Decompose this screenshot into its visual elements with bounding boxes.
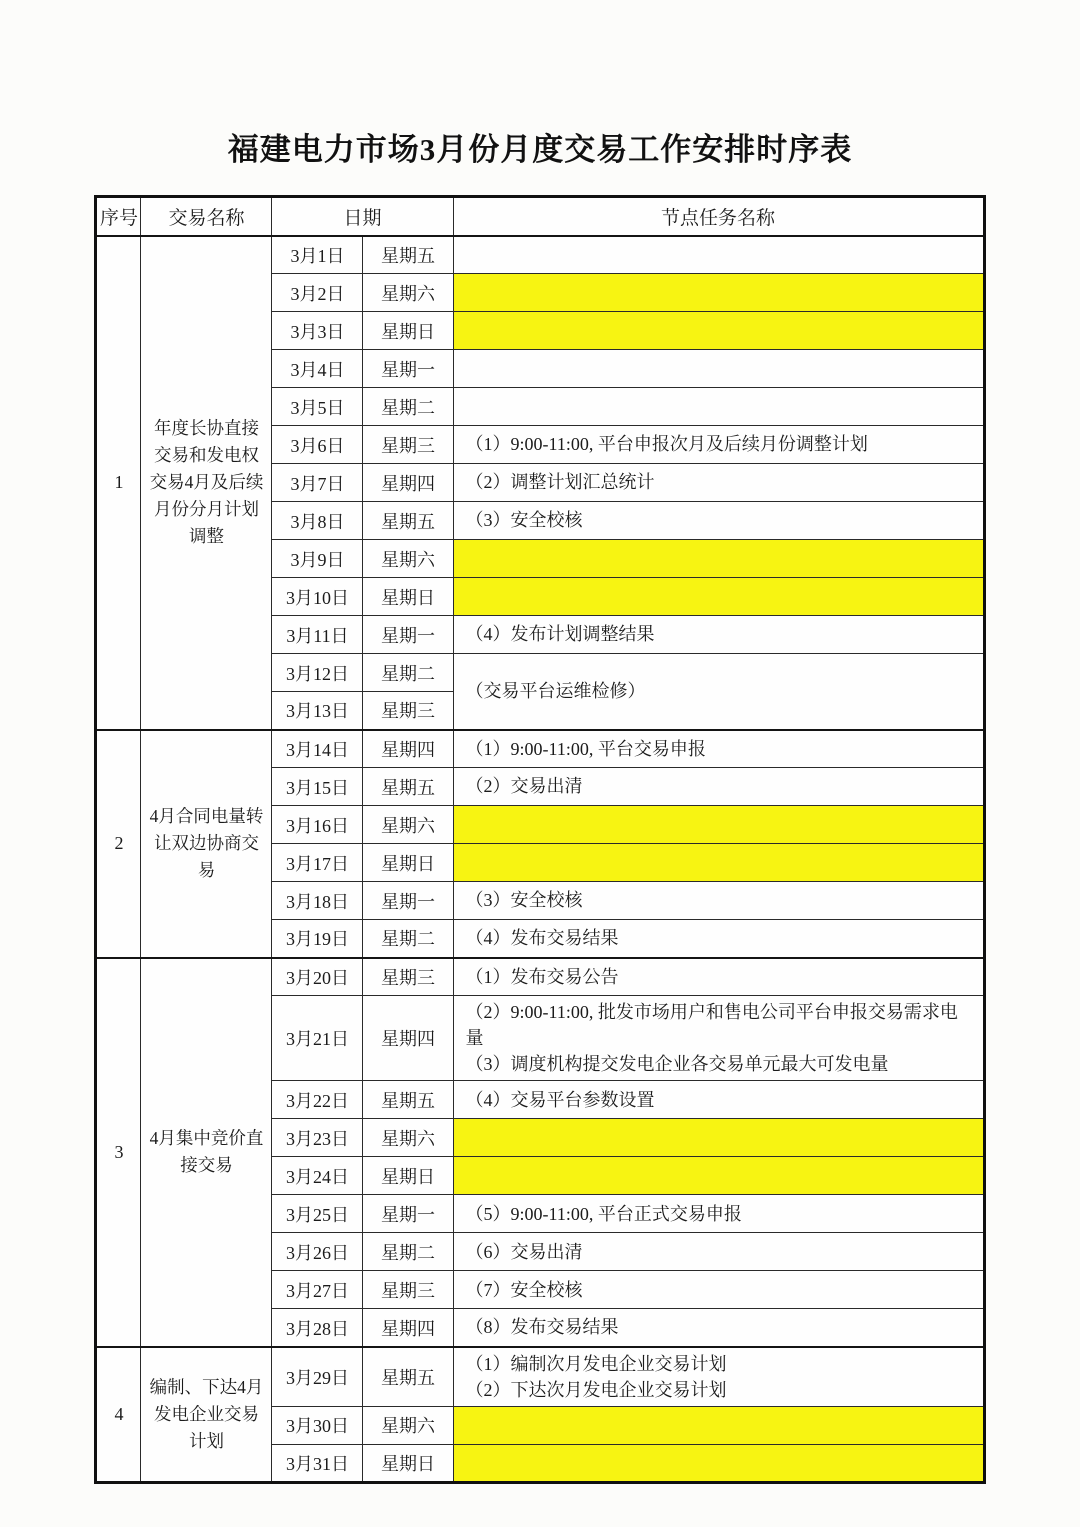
weekday-cell: 星期六 — [363, 274, 453, 312]
transaction-name-cell: 年度长协直接交易和发电权交易4月及后续月份分月计划调整 — [141, 236, 272, 730]
date-cell: 3月9日 — [272, 540, 363, 578]
date-cell: 3月11日 — [272, 616, 363, 654]
weekday-cell: 星期日 — [363, 844, 453, 882]
task-line: （2）交易出清 — [465, 776, 583, 797]
date-cell: 3月2日 — [272, 274, 363, 312]
task-line: （1）编制次月发电企业交易计划 — [465, 1353, 727, 1374]
task-cell — [453, 1271, 984, 1309]
date-cell: 3月21日 — [272, 996, 363, 1081]
date-cell: 3月7日 — [272, 464, 363, 502]
date-cell: 3月16日 — [272, 806, 363, 844]
task-line: （2）下达次月发电企业交易计划 — [465, 1379, 727, 1400]
weekday-cell: 星期日 — [363, 312, 453, 350]
transaction-name-cell: 4月合同电量转让双边协商交易 — [141, 730, 272, 958]
task-line: （4）发布交易结果 — [465, 928, 619, 949]
task-line: （1）9:00-11:00, 平台交易申报 — [465, 738, 706, 759]
weekday-cell: 星期五 — [363, 236, 453, 274]
row-index-cell: 2 — [96, 730, 141, 958]
weekday-cell: 星期四 — [363, 730, 453, 768]
task-cell — [453, 1406, 984, 1444]
weekday-cell: 星期五 — [363, 502, 453, 540]
task-line: （3）安全校核 — [465, 510, 583, 531]
weekday-cell: 星期四 — [363, 996, 453, 1081]
header-task: 节点任务名称 — [453, 197, 984, 236]
date-cell: 3月23日 — [272, 1119, 363, 1157]
page-title: 福建电力市场3月份月度交易工作安排时序表 — [227, 132, 853, 167]
weekday-cell: 星期一 — [363, 616, 453, 654]
date-cell: 3月18日 — [272, 882, 363, 920]
date-cell: 3月13日 — [272, 692, 363, 730]
weekday-cell: 星期五 — [363, 1347, 453, 1407]
task-cell — [453, 806, 984, 844]
task-cell — [453, 1309, 984, 1347]
task-line: （4）交易平台参数设置 — [465, 1089, 655, 1110]
task-cell — [453, 426, 984, 464]
date-cell: 3月28日 — [272, 1309, 363, 1347]
table-row — [96, 236, 984, 274]
task-cell — [453, 1081, 984, 1119]
weekday-cell: 星期日 — [363, 578, 453, 616]
weekday-cell: 星期三 — [363, 1271, 453, 1309]
weekday-cell: 星期日 — [363, 1444, 453, 1482]
task-line: （7）安全校核 — [465, 1279, 583, 1300]
task-line: （3）调度机构提交发电企业各交易单元最大可发电量 — [465, 1054, 889, 1075]
task-line: （1）发布交易公告 — [465, 966, 619, 987]
task-line: （8）发布交易结果 — [465, 1317, 619, 1338]
task-cell — [453, 1233, 984, 1271]
weekday-cell: 星期二 — [363, 654, 453, 692]
table-row — [96, 958, 984, 996]
task-line: （1）9:00-11:00, 平台申报次月及后续月份调整计划 — [465, 434, 868, 455]
date-cell: 3月6日 — [272, 426, 363, 464]
task-cell — [453, 578, 984, 616]
task-cell — [453, 768, 984, 806]
header-index: 序号 — [96, 197, 141, 236]
task-cell — [453, 464, 984, 502]
transaction-name-cell: 编制、下达4月发电企业交易计划 — [141, 1347, 272, 1483]
weekday-cell: 星期六 — [363, 1119, 453, 1157]
task-cell — [453, 654, 984, 730]
date-cell: 3月3日 — [272, 312, 363, 350]
task-cell — [453, 350, 984, 388]
header-name: 交易名称 — [141, 197, 272, 236]
date-cell: 3月4日 — [272, 350, 363, 388]
weekday-cell: 星期二 — [363, 1233, 453, 1271]
transaction-name-cell: 4月集中竞价直接交易 — [141, 958, 272, 1347]
date-cell: 3月30日 — [272, 1406, 363, 1444]
weekday-cell: 星期四 — [363, 464, 453, 502]
task-cell — [453, 502, 984, 540]
task-cell — [453, 540, 984, 578]
date-cell: 3月10日 — [272, 578, 363, 616]
schedule-table — [94, 195, 985, 1484]
weekday-cell: 星期二 — [363, 388, 453, 426]
weekday-cell: 星期六 — [363, 1406, 453, 1444]
date-cell: 3月29日 — [272, 1347, 363, 1407]
task-cell — [453, 274, 984, 312]
row-index-cell: 1 — [96, 236, 141, 730]
header-row — [96, 197, 984, 236]
task-cell — [453, 236, 984, 274]
task-cell — [453, 1347, 984, 1407]
weekday-cell: 星期一 — [363, 1195, 453, 1233]
header-date: 日期 — [272, 197, 453, 236]
weekday-cell: 星期三 — [363, 958, 453, 996]
date-cell: 3月1日 — [272, 236, 363, 274]
weekday-cell: 星期日 — [363, 1157, 453, 1195]
task-line: （6）交易出清 — [465, 1241, 583, 1262]
task-cell — [453, 1157, 984, 1195]
task-cell — [453, 920, 984, 958]
task-cell — [453, 312, 984, 350]
date-cell: 3月12日 — [272, 654, 363, 692]
schedule-table-body — [96, 236, 984, 1483]
task-cell — [453, 996, 984, 1081]
row-index-cell: 4 — [96, 1347, 141, 1483]
weekday-cell: 星期四 — [363, 1309, 453, 1347]
task-cell — [453, 1195, 984, 1233]
task-line: （2）9:00-11:00, 批发市场用户和售电公司平台申报交易需求电量 — [465, 1002, 958, 1049]
date-cell: 3月31日 — [272, 1444, 363, 1482]
task-cell — [453, 882, 984, 920]
date-cell: 3月24日 — [272, 1157, 363, 1195]
weekday-cell: 星期二 — [363, 920, 453, 958]
weekday-cell: 星期三 — [363, 692, 453, 730]
row-index-cell: 3 — [96, 958, 141, 1347]
date-cell: 3月27日 — [272, 1271, 363, 1309]
task-line: （交易平台运维检修） — [465, 681, 646, 702]
date-cell: 3月22日 — [272, 1081, 363, 1119]
date-cell: 3月26日 — [272, 1233, 363, 1271]
task-line: （5）9:00-11:00, 平台正式交易申报 — [465, 1203, 742, 1224]
weekday-cell: 星期一 — [363, 350, 453, 388]
date-cell: 3月25日 — [272, 1195, 363, 1233]
task-line: （2）调整计划汇总统计 — [465, 472, 655, 493]
task-line: （4）发布计划调整结果 — [465, 624, 655, 645]
table-row — [96, 1347, 984, 1407]
date-cell: 3月17日 — [272, 844, 363, 882]
task-cell — [453, 1119, 984, 1157]
task-cell — [453, 616, 984, 654]
date-cell: 3月15日 — [272, 768, 363, 806]
weekday-cell: 星期五 — [363, 1081, 453, 1119]
date-cell: 3月19日 — [272, 920, 363, 958]
weekday-cell: 星期六 — [363, 540, 453, 578]
weekday-cell: 星期一 — [363, 882, 453, 920]
date-cell: 3月5日 — [272, 388, 363, 426]
weekday-cell: 星期三 — [363, 426, 453, 464]
task-cell — [453, 844, 984, 882]
date-cell: 3月20日 — [272, 958, 363, 996]
task-cell — [453, 730, 984, 768]
date-cell: 3月8日 — [272, 502, 363, 540]
table-row — [96, 730, 984, 768]
date-cell: 3月14日 — [272, 730, 363, 768]
task-line: （3）安全校核 — [465, 890, 583, 911]
task-cell — [453, 1444, 984, 1482]
weekday-cell: 星期五 — [363, 768, 453, 806]
task-cell — [453, 388, 984, 426]
task-cell — [453, 958, 984, 996]
weekday-cell: 星期六 — [363, 806, 453, 844]
